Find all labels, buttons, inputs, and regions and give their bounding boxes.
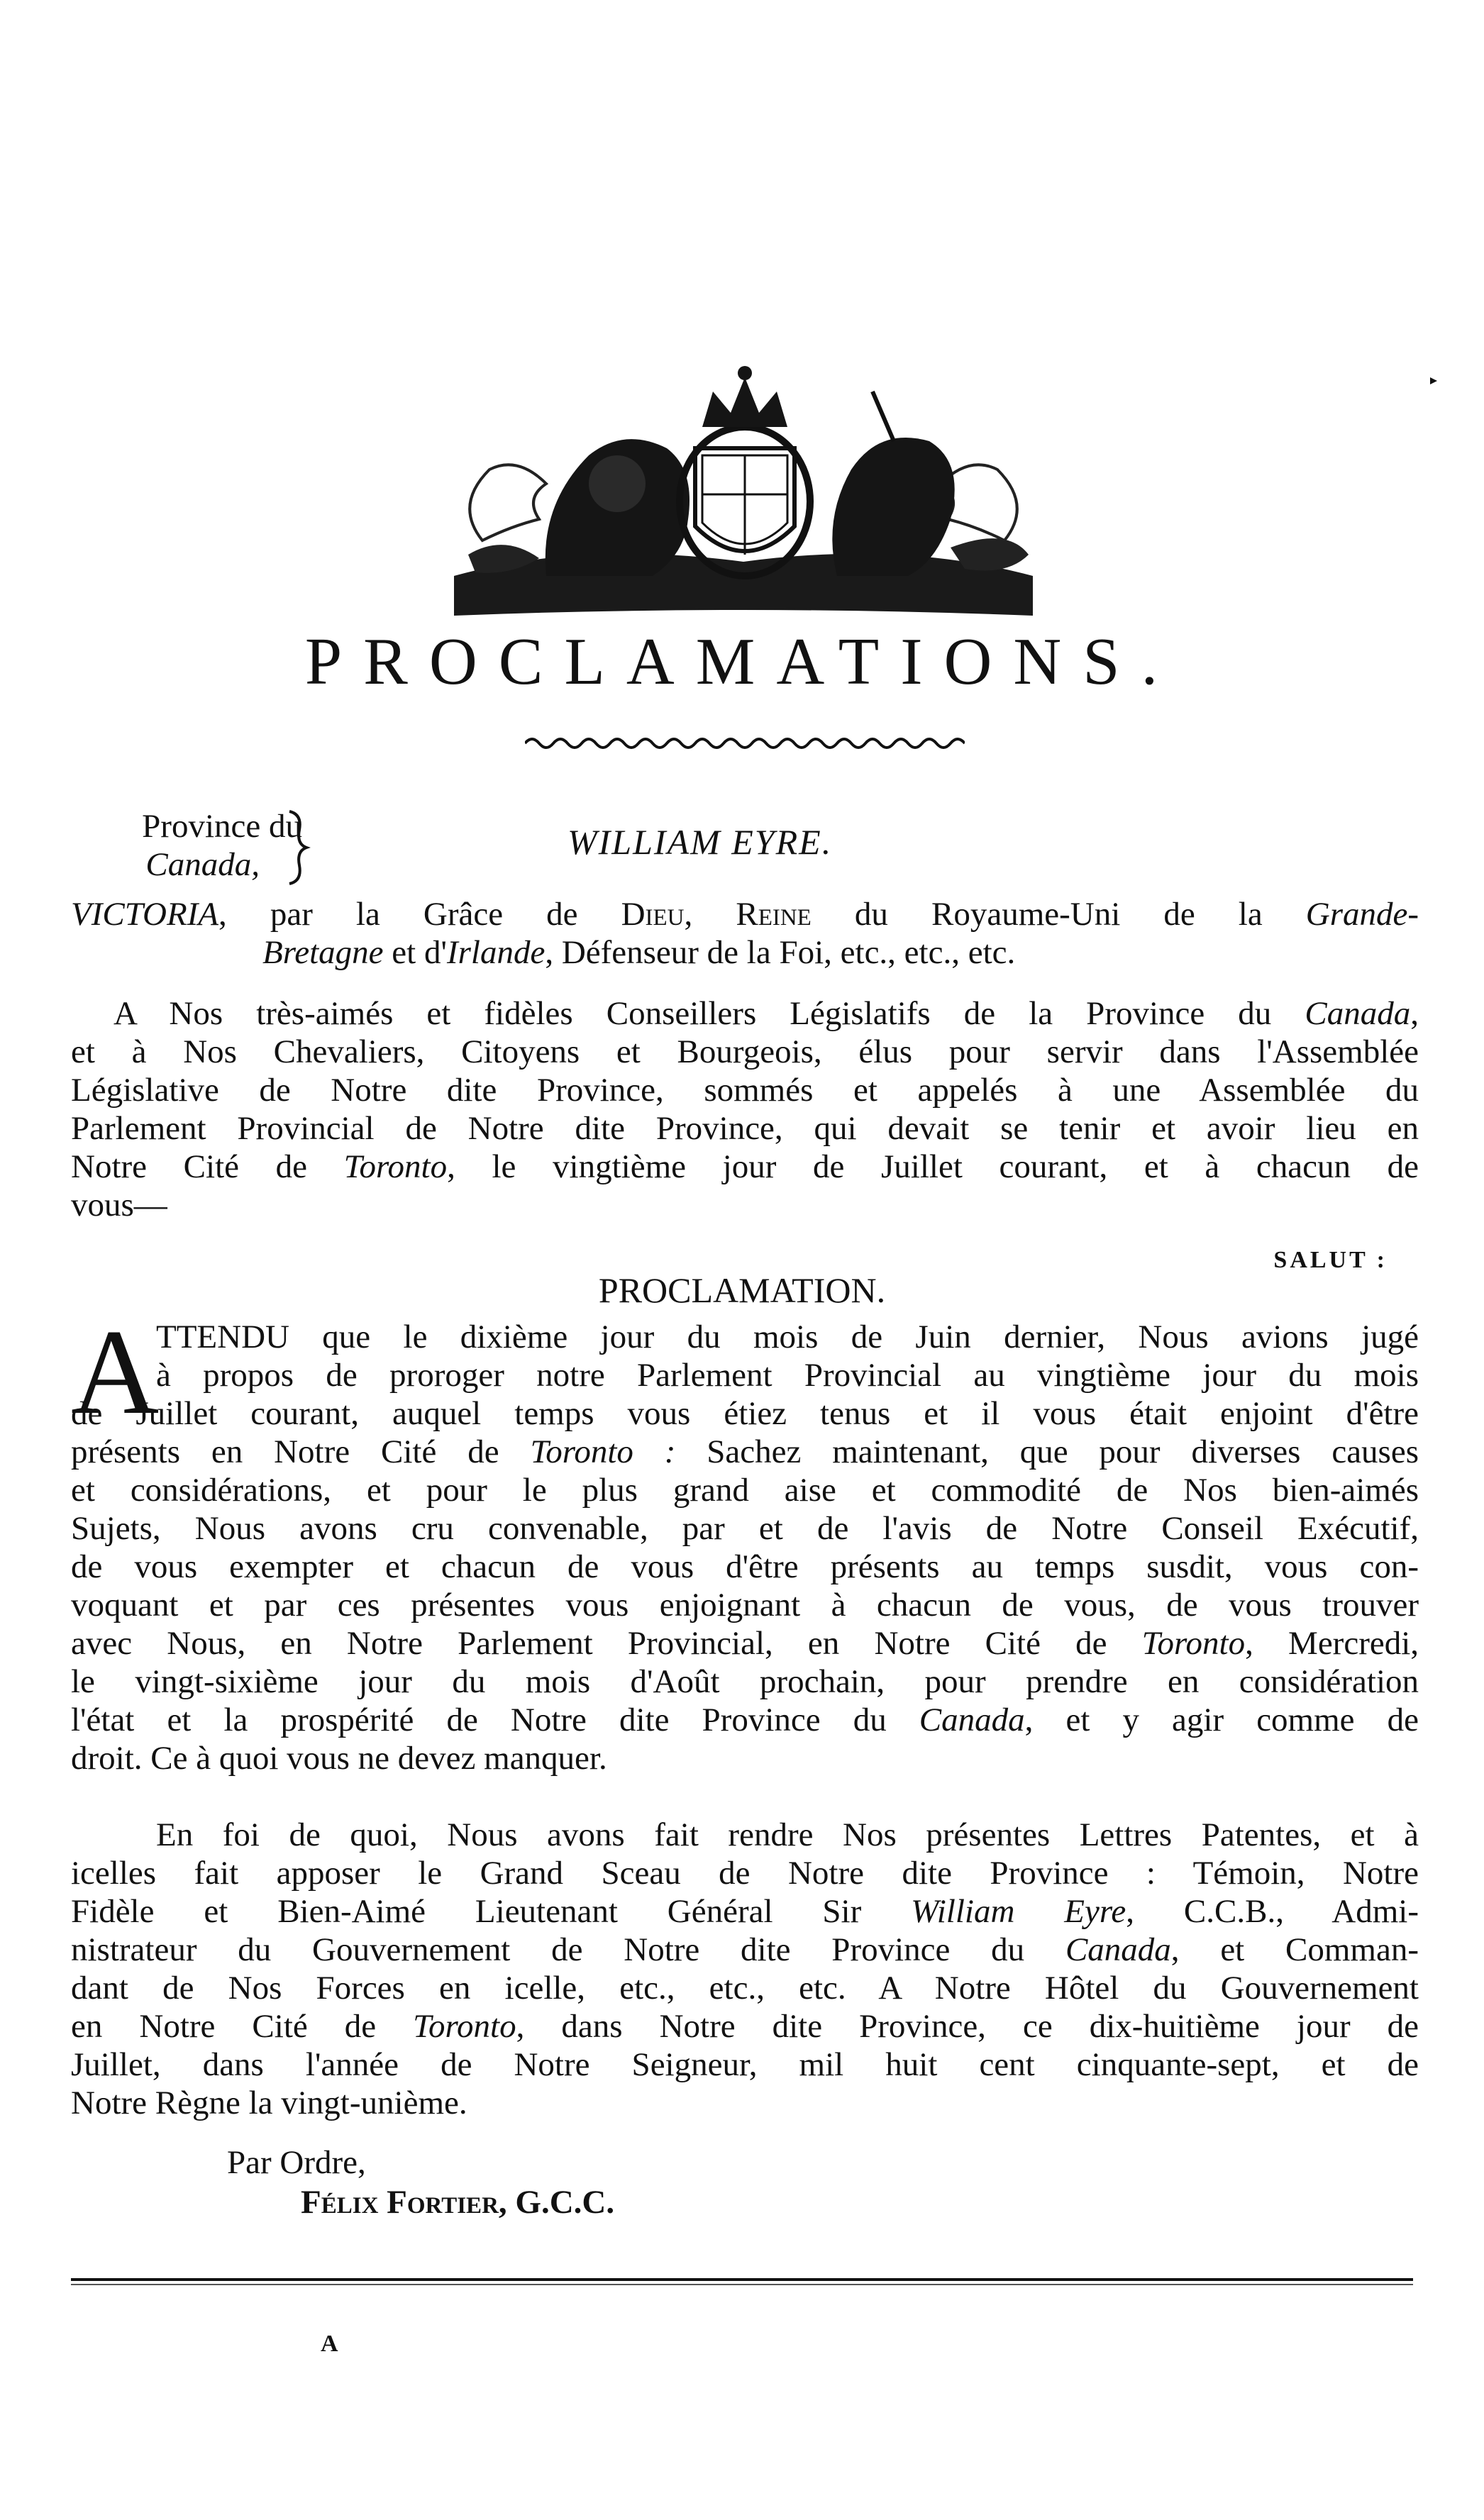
signatory-name: Félix Fortier, G.C.C. <box>301 2184 615 2221</box>
brace-ornament <box>282 809 311 887</box>
paragraph-line: et considérations, et pour le plus grand aise et commodité de Nos bien-aimés <box>71 1472 1419 1509</box>
address-line: Parlement Provincial de Notre dite Province, qui devait se tenir et avoir lieu en <box>71 1110 1419 1147</box>
paragraph-line: de vous exempter et chacun de vous d'être présents au temps susdit, vous con- <box>71 1548 1419 1585</box>
paragraph-line: voquant et par ces présentes vous enjoignant à chacun de vous, de vous trouver <box>71 1587 1419 1623</box>
royal-style-block <box>71 895 1419 1224</box>
wavy-divider-ornament <box>525 731 965 756</box>
paragraph-line: en Notre Cité de Toronto, dans Notre dite Province, ce dix-huitième jour de <box>71 2008 1419 2045</box>
footer-rule-thin <box>71 2284 1413 2285</box>
province-label <box>68 807 302 884</box>
paragraph-line: l'état et la prospérité de Notre dite Province du Canada, et y agir comme de <box>71 1702 1419 1738</box>
address-line: vous— <box>71 1187 167 1223</box>
paragraph-line: Sujets, Nous avons cru convenable, par et de l'avis de Notre Conseil Exécutif, <box>71 1510 1419 1547</box>
paragraph-line: icelles fait apposer le Grand Sceau de Notre dite Province : Témoin, Notre <box>71 1855 1419 1892</box>
paragraph-line: nistrateur du Gouvernement de Notre dite Province du Canada, et Comman- <box>71 1931 1419 1968</box>
drop-cap: A <box>71 1305 160 1440</box>
signature-mark: A <box>321 2331 338 2357</box>
address-line: Législative de Notre dite Province, sommés et appelés à une Assemblée du <box>71 1072 1419 1109</box>
province-line-2: Canada, <box>145 846 260 883</box>
paragraph-line: En foi de quoi, Nous avons fait rendre Nos présentes Lettres Patentes, et à <box>156 1816 1419 1853</box>
by-order-label: Par Ordre, <box>227 2144 366 2181</box>
paragraph-line: de Juillet courant, auquel temps vous étiez tenus et il vous était enjoint d'être <box>71 1395 1419 1432</box>
proclamation-paragraph <box>71 1305 1419 1777</box>
address-line: Notre Cité de Toronto, le vingtième jour de Juillet courant, et à chacun de <box>71 1148 1419 1185</box>
governor-name: WILLIAM EYRE. <box>567 822 833 862</box>
footer-rule-thick <box>71 2278 1413 2281</box>
paragraph-line: dant de Nos Forces en icelle, etc., etc., etc. A Notre Hôtel du Gouvernement <box>71 1970 1419 2006</box>
address-line: et à Nos Chevaliers, Citoyens et Bourgeois, élus pour servir dans l'Assemblée <box>71 1033 1419 1070</box>
royal-style-line-1: VICTORIA, par la Grâce de Dieu, Reine du Royaume-Uni de la Grande- <box>71 896 1419 933</box>
paragraph-line: TTENDU que le dixième jour du mois de Juin dernier, Nous avions jugé <box>156 1319 1419 1355</box>
paragraph-line: présents en Notre Cité de Toronto : Sachez maintenant, que pour diverses causes <box>71 1433 1419 1470</box>
paragraph-line: Fidèle et Bien-Aimé Lieutenant Général Sir William Eyre, C.C.B., Admi- <box>71 1893 1419 1930</box>
address-paragraph <box>71 994 1419 1224</box>
royal-coat-of-arms-emblem <box>440 363 1047 621</box>
province-line-1: Province du <box>142 808 302 845</box>
paragraph-line: Notre Règne la vingt-unième. <box>71 2085 467 2121</box>
paragraph-line: à propos de proroger notre Parlement Provincial au vingtième jour du mois <box>156 1357 1419 1394</box>
paragraph-line: avec Nous, en Notre Parlement Provincial, en Notre Cité de Toronto, Mercredi, <box>71 1625 1419 1662</box>
margin-mark-icon <box>1429 376 1439 386</box>
attestation-paragraph <box>71 1816 1419 2122</box>
paragraph-line: le vingt-sixième jour du mois d'Août prochain, pour prendre en considération <box>71 1663 1419 1700</box>
address-line: A Nos très-aimés et fidèles Conseillers Législatifs de la Province du Canada, <box>113 995 1419 1032</box>
paragraph-line: droit. Ce à quoi vous ne devez manquer. <box>71 1740 607 1777</box>
salutation: SALUT : <box>1273 1247 1388 1273</box>
page-title: PROCLAMATIONS. <box>304 625 1180 699</box>
paragraph-line: Juillet, dans l'année de Notre Seigneur, mil huit cent cinquante-sept, et de <box>71 2046 1419 2083</box>
royal-style-line-2: Bretagne et d'Irlande, Défenseur de la Foi, etc., etc., etc. <box>262 934 1016 971</box>
proclamation-heading: PROCLAMATION. <box>598 1270 886 1310</box>
